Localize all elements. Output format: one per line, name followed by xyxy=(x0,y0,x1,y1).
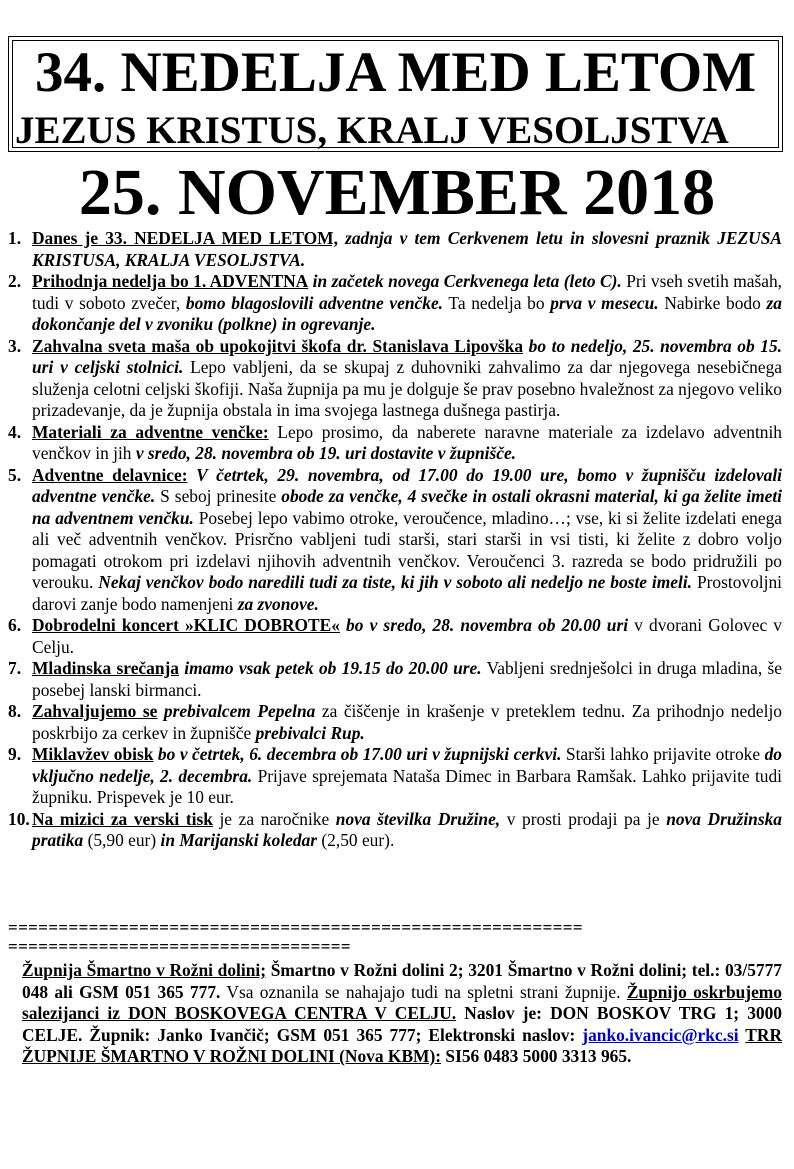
announcement-item xyxy=(8,701,782,744)
text-run: nova številka Družine, xyxy=(335,808,501,829)
text-run: Šmartno v Rožni dolini 2; 3201 Šmartno v Rožni dolini; tel.: 03/5777 048 ali GSM 051 365 777. xyxy=(22,960,782,1002)
item-number: 4. xyxy=(8,421,22,442)
text-run: Nabirke bodo xyxy=(658,292,767,313)
underlined-heading: Miklavžev obisk xyxy=(32,744,154,764)
text-run: (2,50 eur). xyxy=(317,830,395,850)
text-run: Ta nedelja bo xyxy=(443,292,551,313)
item-number: 2. xyxy=(8,271,22,291)
announcement-list xyxy=(8,228,782,852)
email-link[interactable]: janko.ivancic@rkc.si xyxy=(582,1024,739,1045)
text-run: imamo vsak petek ob 19.15 do 20.00 ure. xyxy=(179,658,482,678)
text-run: in Marijanski koledar xyxy=(160,830,318,850)
item-number: 8. xyxy=(8,701,22,721)
underlined-heading: Mladinska srečanja xyxy=(32,658,179,678)
text-run: bo to nedeljo, 25. novembra ob 15. uri v celjski stolnici. xyxy=(32,335,782,377)
item-number: 5. xyxy=(8,464,22,485)
announcement-item xyxy=(8,809,782,852)
underlined-heading: Zahvalna sveta maša ob upokojitvi škofa dr. Stanislava Lipovška xyxy=(32,335,524,356)
underlined-heading: TRR ŽUPNIJE ŠMARTNO V ROŽNI DOLINI (Nova KBM): xyxy=(22,1024,782,1066)
item-number: 9. xyxy=(8,744,22,764)
underlined-heading: Prihodnja nedelja bo 1. ADVENTNA xyxy=(32,271,309,291)
underlined-heading: Adventne delavnice: xyxy=(32,464,188,485)
announcement-item xyxy=(8,658,782,701)
text-run: Starši lahko prijavite otroke xyxy=(561,744,765,764)
item-number: 3. xyxy=(8,335,22,356)
item-number: 1. xyxy=(8,228,22,248)
text-run: za dokončanje del v zvoniku (polkne) in ogrevanje. xyxy=(32,292,782,334)
underlined-heading: Župnijo oskrbujemo salezijanci iz DON BOSKOVEGA CENTRA V CELJU. xyxy=(22,981,782,1023)
text-run: v prosti prodaji pa je xyxy=(500,808,667,829)
text-run: prebivalci Rup. xyxy=(255,722,365,743)
text-run: V četrtek, 29. novembra, od 17.00 do 19.00 ure, bomo v župnišču izdelovali adventne venčke. xyxy=(32,464,782,506)
page-title: 34. NEDELJA MED LETOM xyxy=(34,41,757,104)
text-run: Prijave sprejemata Nataša Dimec in Barbara Ramšak. Lahko prijavite tudi župniku. Prispevek je 10 eur. xyxy=(32,765,783,807)
underlined-heading: Župnija Šmartno v Rožni dolini; xyxy=(22,960,267,980)
announcement-item xyxy=(8,422,782,465)
text-run: SI56 0483 5000 3313 965. xyxy=(441,1046,632,1066)
underlined-heading: Zahvaljujemo se xyxy=(32,701,158,721)
announcement-item xyxy=(8,615,782,658)
text-run: do vključno nedelje, 2. decembra. xyxy=(32,744,782,786)
text-run: Nekaj venčkov bodo naredili tudi za tiste, ki jih v soboto ali nedeljo ne boste imeli. xyxy=(98,572,693,592)
text-run: bomo blagoslovili adventne venčke. xyxy=(185,292,444,313)
announcement-item xyxy=(8,465,782,616)
underlined-heading: Na mizici za verski tisk xyxy=(32,808,213,829)
text-run: bo v četrtek, 6. decembra ob 17.00 uri v župnijski cerkvi. xyxy=(153,744,562,764)
text-run: za zvonove. xyxy=(237,593,319,614)
separator-line-1: ========================================================= xyxy=(8,918,583,937)
title-frame xyxy=(8,36,783,152)
text-run: Posebej lepo vabimo otroke, veroučence, mladino…; vse, ki si želite izdelati enega ali več adventnih venčkov. Prisrčno vabljeni tudi starši, stari starši in vsi tisti, ki želite z dobro voljo pomagati otrokom pri izdelavi njihovih adventnih venčkov. Veroučenci 3. razreda se bodo pridružili po verouku. xyxy=(32,507,782,592)
text-run: Vabljeni srednješolci in druga mladina, še posebej lanski birmanci. xyxy=(32,658,783,700)
item-number: 7. xyxy=(8,658,22,678)
announcement-item xyxy=(8,271,782,336)
item-number: 6. xyxy=(8,615,22,635)
text-run: bo v sredo, 28. novembra ob 20.00 uri xyxy=(339,615,629,635)
text-run: S seboj prinesite xyxy=(155,486,282,506)
text-run: Prostovoljni darovi zanje bodo namenjeni xyxy=(32,572,782,614)
text-run: je za naročnike xyxy=(212,808,336,829)
announcement-item xyxy=(8,744,782,809)
text-run: nova Družinska pratika xyxy=(32,808,782,850)
separator-line-2: ================================== xyxy=(8,937,351,956)
text-run: prva v mesecu. xyxy=(550,292,659,313)
text-run: za čiščenje in krašenje v preteklem tednu. Za prihodnjo nedeljo poskrbijo za cerkev in župnišče xyxy=(32,701,782,743)
text-run: Naslov je: DON BOSKOV TRG 1; 3000 CELJE. Župnik: Janko Ivančič; GSM 051 365 777; Elektronski naslov: xyxy=(22,1003,782,1045)
date-heading: 25. NOVEMBER 2018 xyxy=(78,156,716,229)
page-subtitle: JEZUS KRISTUS, KRALJ VESOLJSTVA xyxy=(15,109,729,152)
underlined-heading: Dobrodelni koncert »KLIC DOBROTE« xyxy=(32,615,340,635)
underlined-heading: Danes je 33. NEDELJA MED LETOM, xyxy=(32,228,338,248)
text-run: Lepo vabljeni, da se skupaj z duhovniki zahvalimo za dar njegovega nesebičnega služenja celotni celjski škofiji. Naša župnija pa mu je dolguje še prav posebno hvaležnost za njegovo veliko prizadevanje, da je župnija obstala in ima svojega lastnega dušnega pastirja. xyxy=(32,357,783,420)
item-number: 10. xyxy=(8,808,30,829)
announcement-item xyxy=(8,228,782,271)
text-run: v dvorani Golovec v Celju. xyxy=(32,615,782,657)
underlined-heading: Materiali za adventne venčke: xyxy=(32,421,269,442)
text-run: in začetek novega Cerkvenega leta (leto C). xyxy=(308,271,622,291)
parish-contact-info xyxy=(22,960,782,1068)
text-run: obode za venčke, 4 svečke in ostali okrasni material, ki ga želite imeti na adventnem venčku. xyxy=(32,486,782,528)
text-run: Pri vseh svetih mašah, tudi v soboto zvečer, xyxy=(32,271,782,313)
text-run: Lepo prosimo, da naberete naravne materiale za izdelavo adventnih venčkov in jih xyxy=(32,421,782,463)
text-run: zadnja v tem Cerkvenem letu in slovesni praznik JEZUSA KRISTUSA, KRALJA VESOLJSTVA. xyxy=(32,228,782,270)
text-run: prebivalcem Pepelna xyxy=(157,701,316,721)
text-run: Vsa oznanila se nahajajo tudi na spletni strani župnije. xyxy=(220,981,627,1002)
text-run: v sredo, 28. novembra ob 19. uri dostavite v župnišče. xyxy=(135,443,517,463)
text-run: (5,90 eur) xyxy=(83,830,161,850)
announcement-item xyxy=(8,336,782,422)
